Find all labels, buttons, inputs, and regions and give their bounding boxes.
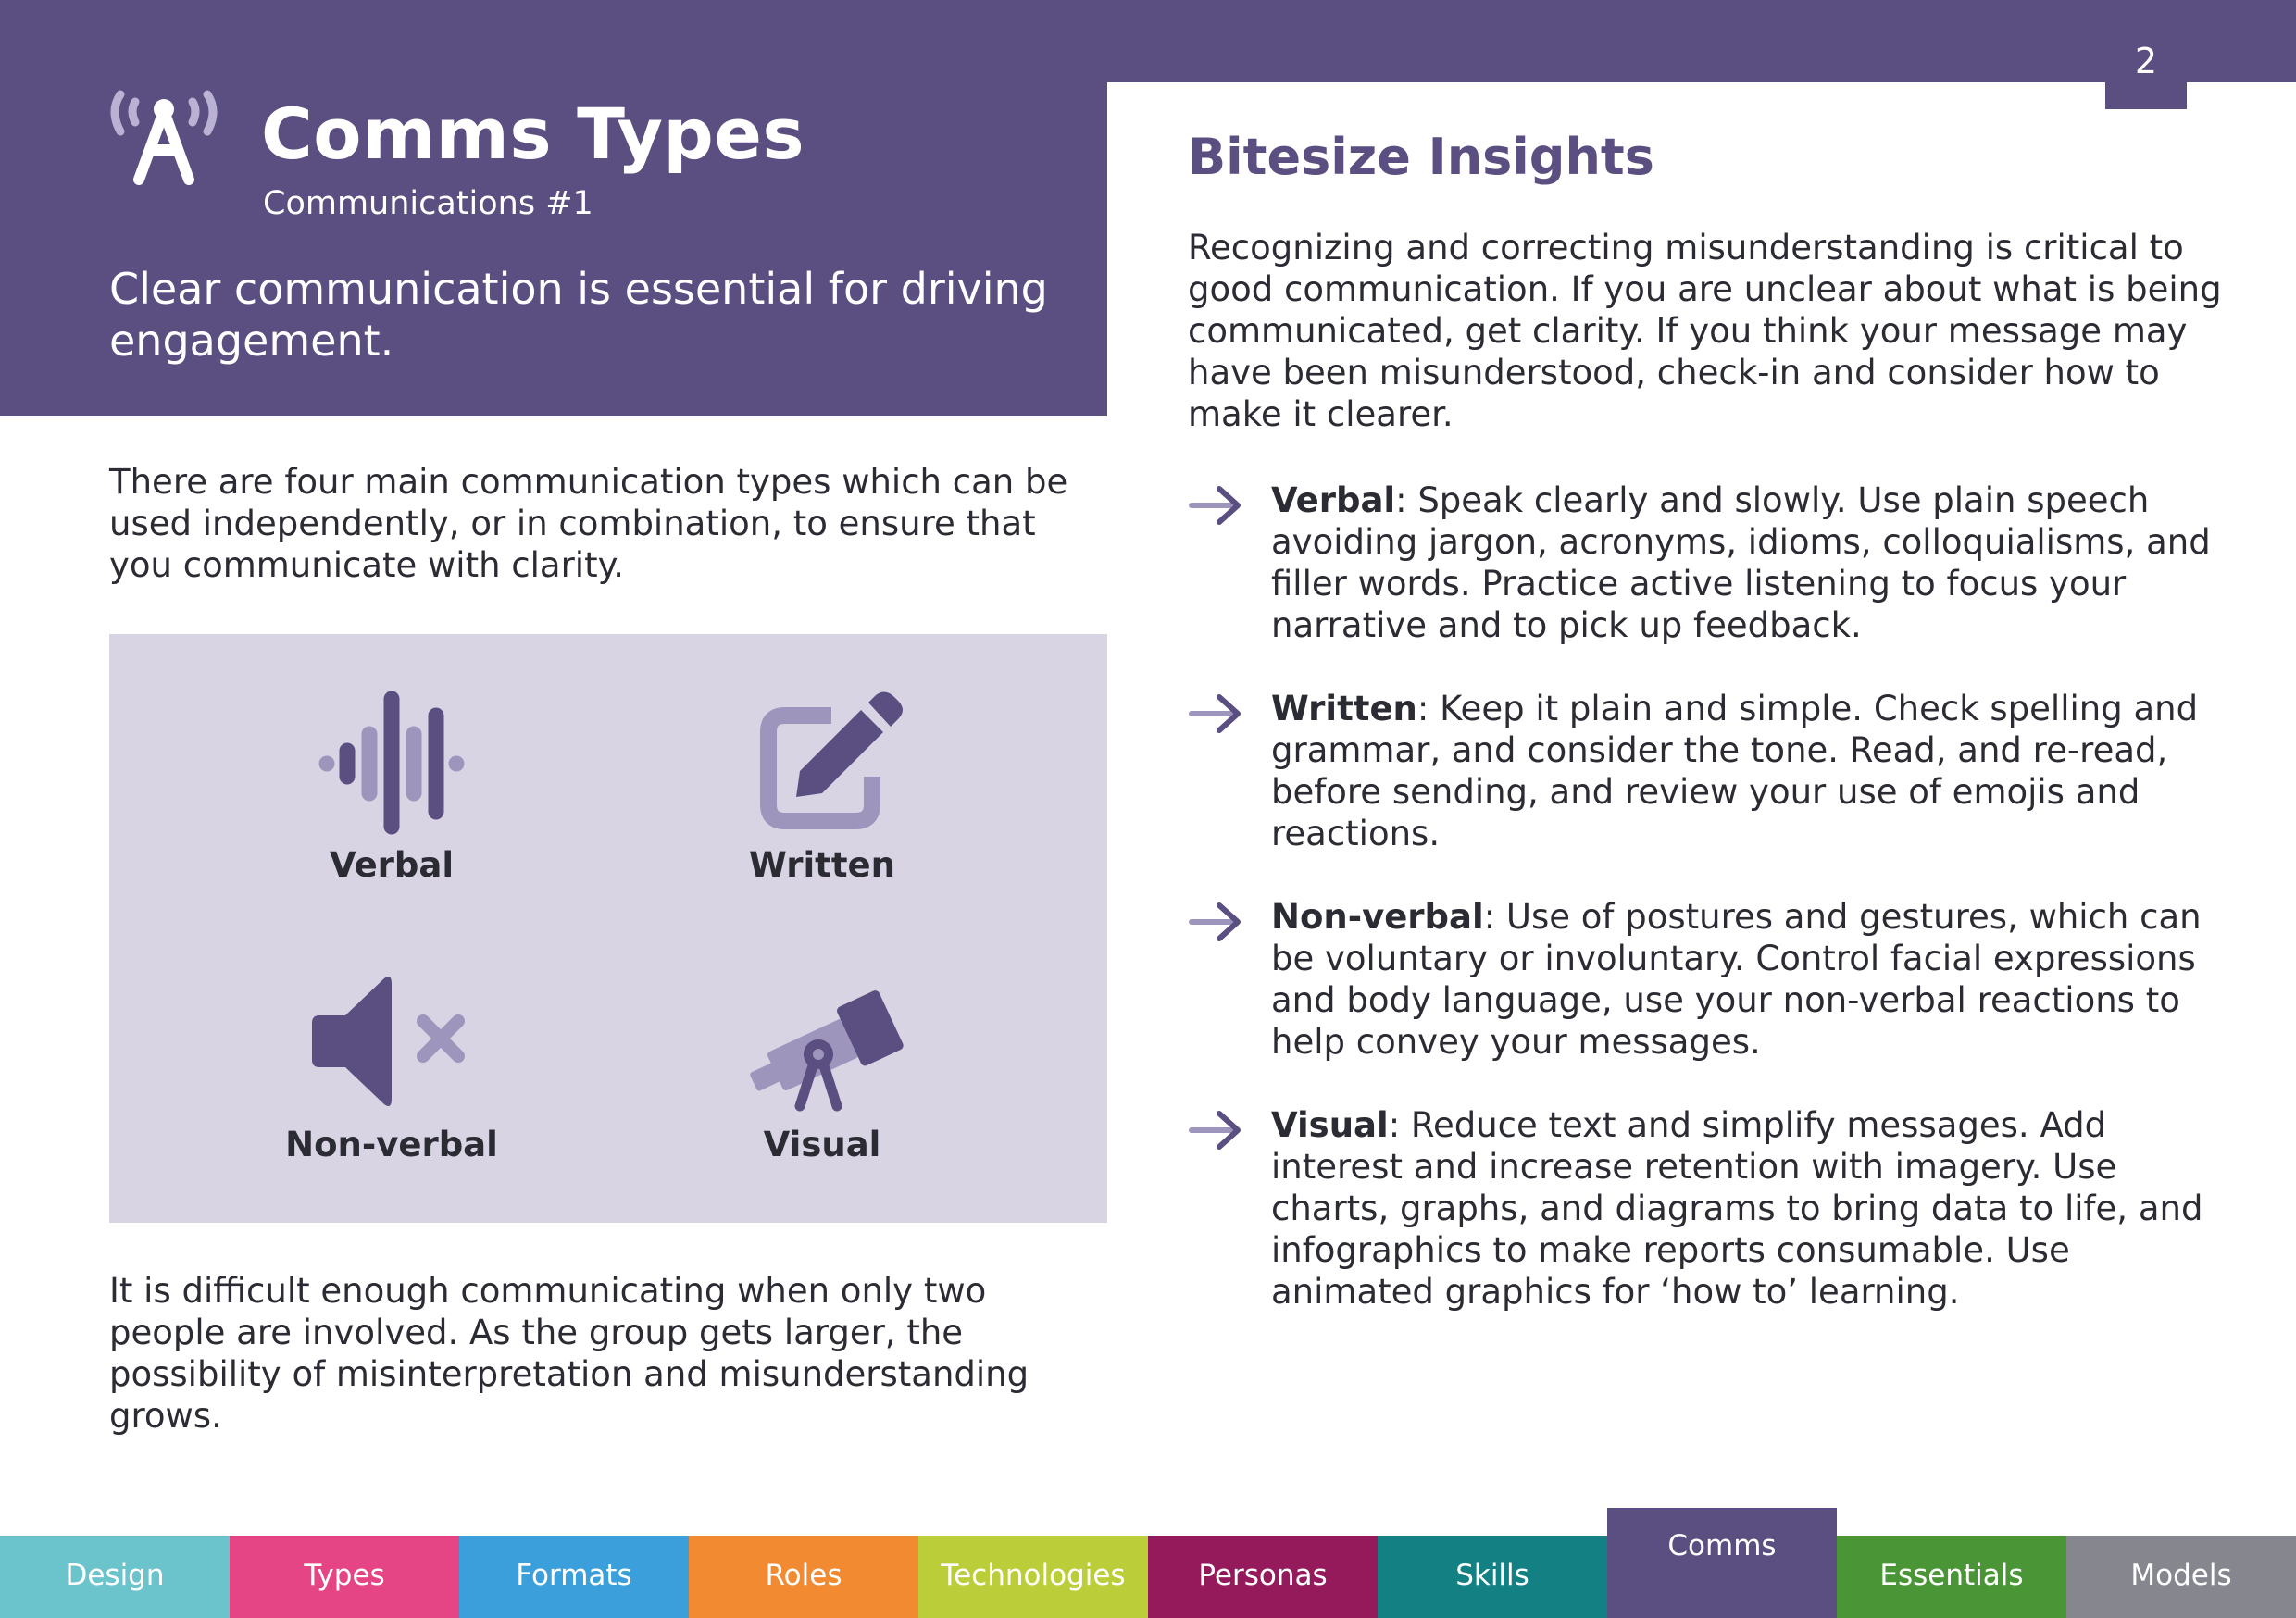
- nav-tab-comms[interactable]: [1607, 1508, 1837, 1618]
- insight-description: : Reduce text and simplify messages. Add interest and increase retention with imagery. Use charts, graphs, and diagrams to bring data to life, and infographics to make reports consumable. Use animated graphics for ‘how to’ learning.: [1271, 1105, 2203, 1312]
- type-label: Non-verbal: [285, 1125, 498, 1164]
- nav-tab-personas[interactable]: Personas: [1148, 1536, 1378, 1618]
- type-non-verbal: [225, 967, 558, 1164]
- arrow-right-icon: [1188, 902, 1242, 942]
- arrow-right-icon: [1188, 693, 1242, 734]
- lead-text: Clear communication is essential for driving engagement.: [109, 264, 1048, 366]
- intro-paragraph: There are four main communication types which can be used independently, or in combination, to ensure that you communicate with clarity.: [109, 462, 1068, 585]
- type-label: Written: [749, 845, 895, 885]
- insights-intro: Recognizing and correcting misunderstanding is critical to good communication. If you are unclear about what is being communicated, get clarity. If you think your message may have been misunderstood, check-in and consider how to make it clearer.: [1188, 228, 2222, 434]
- bottom-nav: [0, 1529, 2296, 1618]
- type-label: Verbal: [329, 845, 455, 885]
- type-written: [655, 688, 989, 885]
- nav-tab-label: Comms: [1667, 1529, 1777, 1562]
- types-grid: [109, 634, 1107, 1223]
- insight-text: [1271, 896, 2234, 1063]
- insight-term: Visual: [1271, 1105, 1389, 1145]
- antenna-tower-icon: [104, 83, 224, 193]
- insight-term: Written: [1271, 689, 1417, 728]
- type-label: Visual: [763, 1125, 881, 1164]
- type-visual: [655, 967, 989, 1164]
- speaker-mute-icon: [299, 967, 484, 1115]
- nav-tab-design[interactable]: Design: [0, 1536, 230, 1618]
- insight-item-written: [1188, 688, 2234, 854]
- insight-text: [1271, 688, 2234, 854]
- nav-tab-formats[interactable]: Formats: [459, 1536, 689, 1618]
- nav-tab-skills[interactable]: Skills: [1378, 1536, 1607, 1618]
- page-subtitle: Communications #1: [263, 185, 593, 222]
- edit-pencil-icon: [730, 688, 915, 836]
- nav-tab-roles[interactable]: Roles: [689, 1536, 918, 1618]
- insight-term: Verbal: [1271, 480, 1396, 520]
- insight-description: : Speak clearly and slowly. Use plain speech avoiding jargon, acronyms, idioms, colloquialisms, and filler words. Practice active listening to focus your narrative and to pick up feedback.: [1271, 480, 2211, 645]
- outro-paragraph: It is difficult enough communicating when only two people are involved. As the group gets larger, the possibility of misinterpretation and misunderstanding grows.: [109, 1271, 1029, 1436]
- nav-tab-technologies[interactable]: Technologies: [918, 1536, 1148, 1618]
- nav-tab-types[interactable]: Types: [230, 1536, 459, 1618]
- insight-item-verbal: [1188, 479, 2234, 646]
- insight-text: [1271, 1104, 2234, 1313]
- insight-description: : Use of postures and gestures, which can be voluntary or involuntary. Control facial expressions and body language, use your non-verbal reactions to help convey your messages.: [1271, 897, 2202, 1062]
- arrow-right-icon: [1188, 485, 1242, 526]
- arrow-right-icon: [1188, 1110, 1242, 1151]
- insight-item-non-verbal: [1188, 896, 2234, 1063]
- page-number: 2: [2134, 41, 2158, 81]
- insights-title: Bitesize Insights: [1188, 128, 1654, 186]
- insight-term: Non-verbal: [1271, 897, 1484, 937]
- nav-tab-essentials[interactable]: Essentials: [1837, 1536, 2066, 1618]
- type-verbal: [225, 688, 558, 885]
- nav-tab-models[interactable]: Models: [2066, 1536, 2296, 1618]
- insight-text: [1271, 479, 2234, 646]
- page-title: Comms Types: [261, 93, 805, 175]
- insight-description: : Keep it plain and simple. Check spelling and grammar, and consider the tone. Read, and re-read, before sending, and review your use of emojis and reactions.: [1271, 689, 2199, 853]
- insight-item-visual: [1188, 1104, 2234, 1313]
- sound-wave-icon: [299, 688, 484, 836]
- telescope-icon: [730, 967, 915, 1115]
